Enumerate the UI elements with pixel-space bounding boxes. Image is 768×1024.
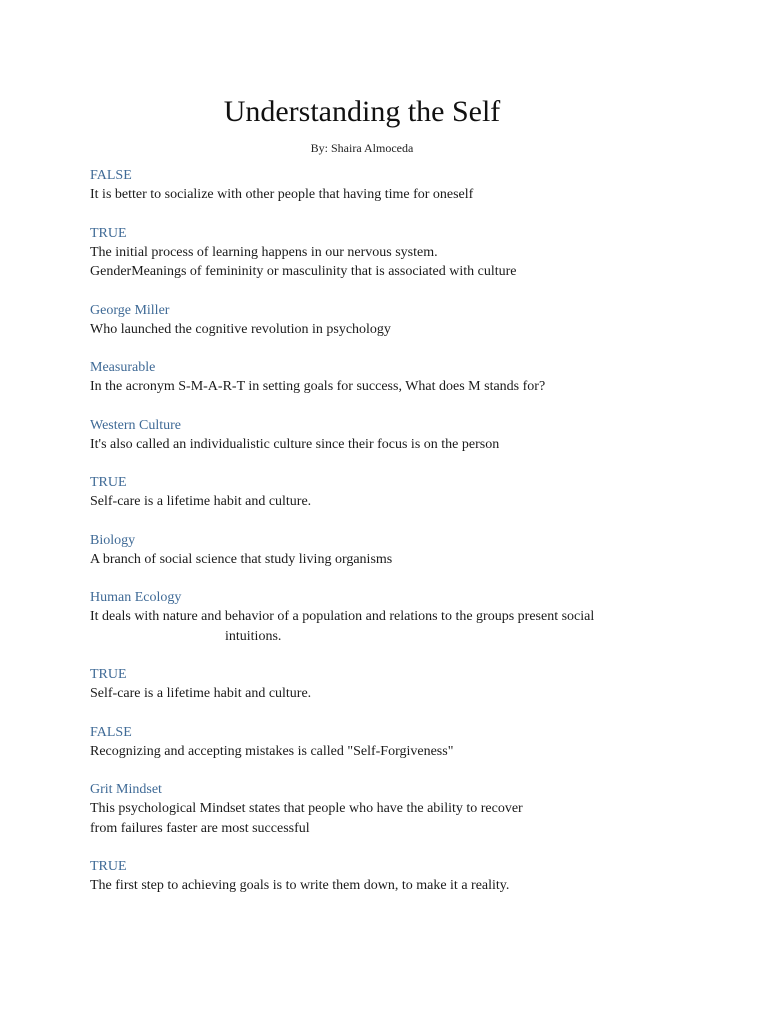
qa-answer: George Miller [90, 302, 170, 318]
qa-question: This psychological Mindset states that people who have the ability to recover from failures faster are most successful [90, 801, 523, 836]
qa-answer: TRUE [90, 667, 127, 682]
qa-item [90, 416, 690, 455]
qa-item [90, 531, 690, 570]
qa-item [90, 723, 690, 762]
page-title: Understanding the Self [223, 95, 501, 128]
qa-answer: Biology [90, 532, 136, 548]
qa-answer: FALSE [90, 168, 132, 183]
qa-answer: Western Culture [90, 417, 182, 433]
qa-question-line: It deals with nature and behavior of a population and relations to the groups present social [90, 609, 595, 624]
qa-question: Self-care is a lifetime habit and culture. [90, 494, 312, 509]
qa-question: Who launched the cognitive revolution in psychology [90, 321, 391, 337]
qa-question: The initial process of learning happens in our nervous system. GenderMeanings of femininity or masculinity that is associated with culture [90, 244, 517, 279]
qa-answer: Grit Mindset [90, 782, 162, 797]
qa-item [90, 358, 690, 397]
qa-item [90, 857, 690, 896]
qa-question [90, 607, 690, 646]
qa-item [90, 473, 690, 512]
qa-item [90, 301, 690, 340]
qa-item [90, 224, 690, 282]
qa-answer: Measurable [90, 360, 156, 375]
qa-answer: TRUE [90, 225, 127, 241]
qa-item [90, 588, 690, 646]
qa-item [90, 166, 690, 205]
qa-answer: TRUE [90, 859, 127, 874]
qa-question: The first step to achieving goals is to write them down, to make it a reality. [90, 878, 510, 893]
author-byline: By: Shaira Almoceda [310, 141, 414, 155]
qa-answer: Human Ecology [90, 590, 182, 605]
qa-question: It is better to socialize with other people that having time for oneself [90, 187, 474, 202]
qa-question-line: intuitions. [225, 628, 282, 644]
qa-question: Recognizing and accepting mistakes is called "Self-Forgiveness" [90, 743, 454, 759]
qa-question: Self-care is a lifetime habit and culture. [90, 686, 312, 701]
qa-item [90, 665, 690, 704]
qa-question: It's also called an individualistic culture since their focus is on the person [90, 436, 500, 452]
qa-answer: TRUE [90, 475, 127, 490]
qa-question: In the acronym S-M-A-R-T in setting goals for success, What does M stands for? [90, 379, 546, 394]
qa-answer: FALSE [90, 724, 132, 740]
qa-list [90, 166, 690, 915]
qa-item [90, 780, 690, 838]
qa-question: A branch of social science that study living organisms [90, 551, 393, 567]
